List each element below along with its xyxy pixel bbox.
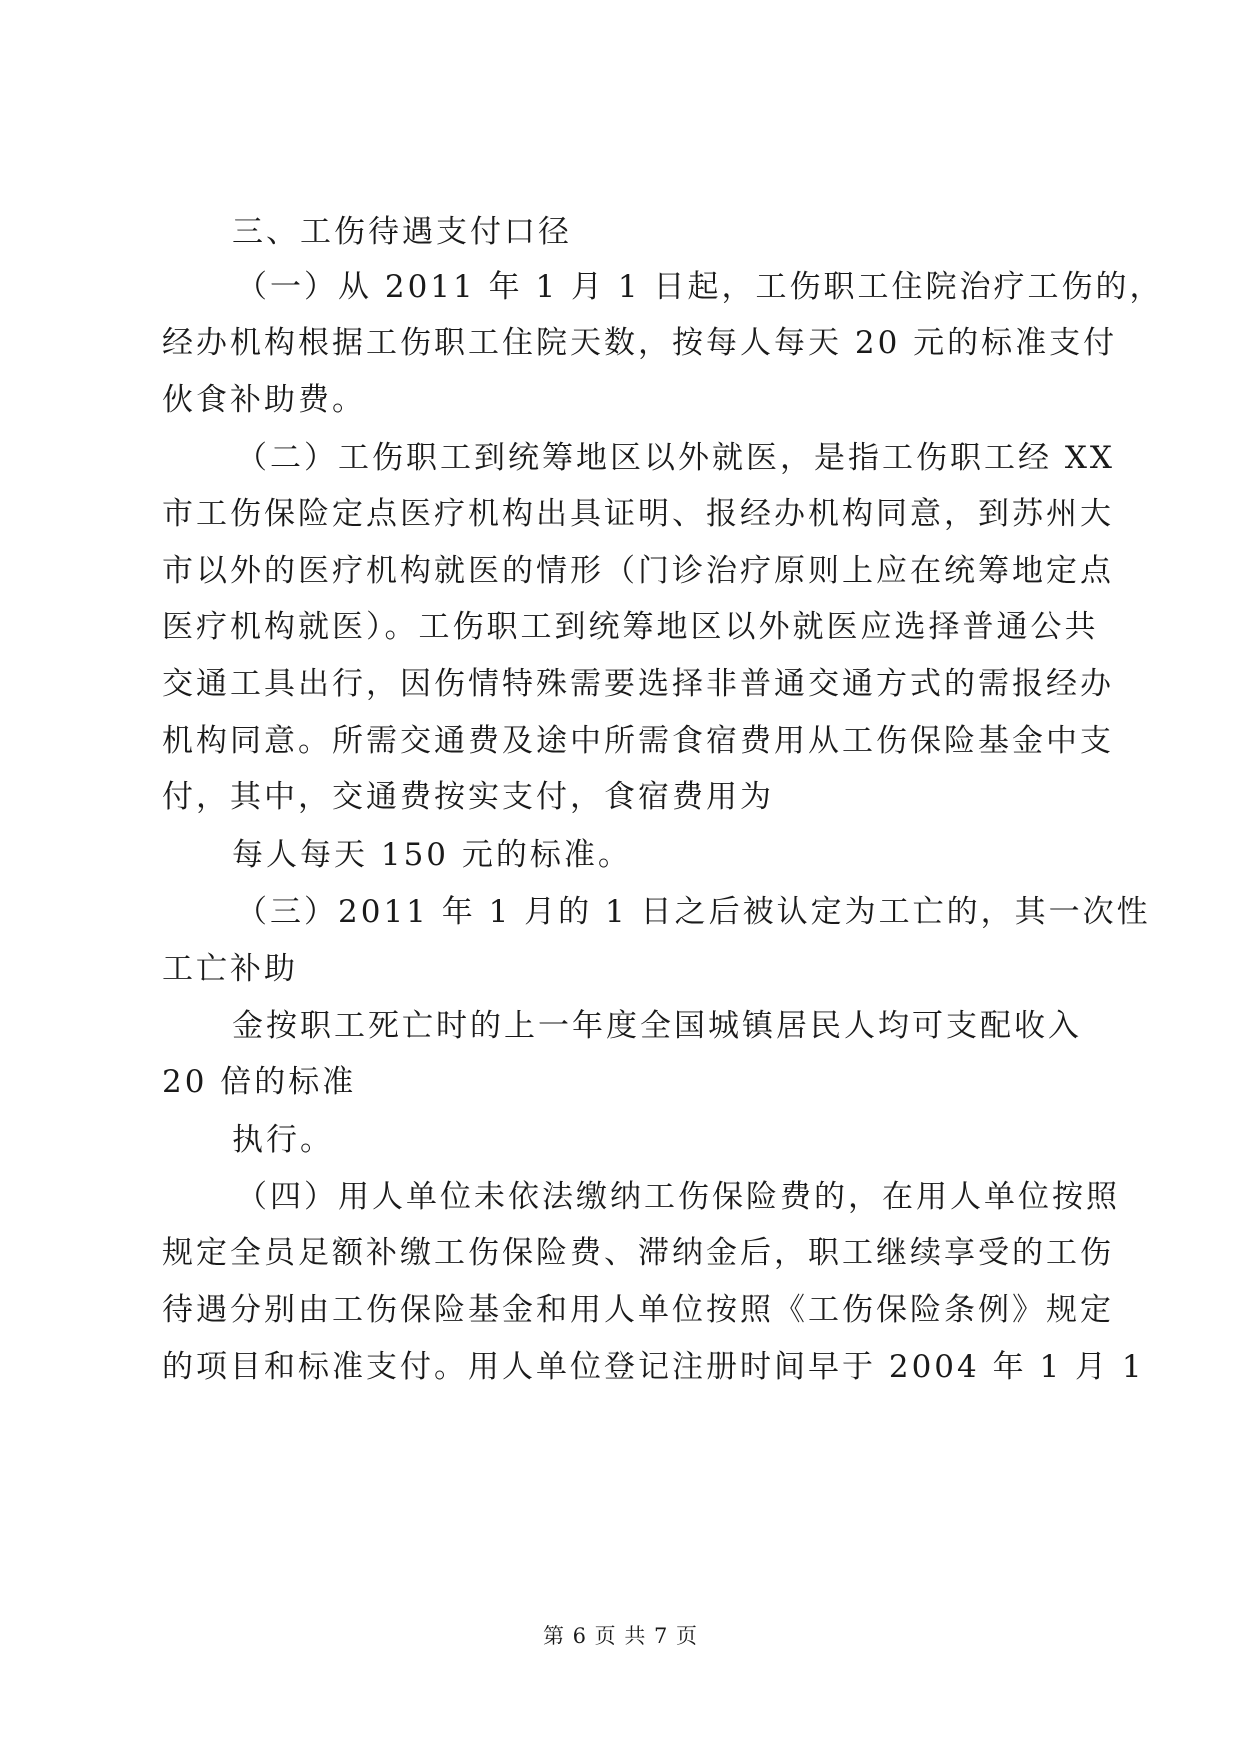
paragraph-line: 机构同意。所需交通费及途中所需食宿费用从工伤保险基金中支 (162, 723, 1114, 759)
paragraph-line: 每人每天 150 元的标准。 (232, 837, 632, 873)
paragraph-line: 医疗机构就医）。工伤职工到统筹地区以外就医应选择普通公共 (162, 609, 1099, 645)
paragraph-line: 交通工具出行，因伤情特殊需要选择非普通交通方式的需报经办 (162, 666, 1114, 702)
paragraph-line: （四）用人单位未依法缴纳工伤保险费的，在用人单位按照 (236, 1179, 1120, 1215)
paragraph-line: 市工伤保险定点医疗机构出具证明、报经办机构同意，到苏州大 (162, 496, 1114, 532)
paragraph-line: 经办机构根据工伤职工住院天数，按每人每天 20 元的标准支付 (162, 325, 1118, 361)
paragraph-line: 执行。 (232, 1122, 334, 1158)
paragraph-line: 金按职工死亡时的上一年度全国城镇居民人均可支配收入 (232, 1008, 1082, 1044)
paragraph-line: 伙食补助费。 (162, 382, 366, 418)
paragraph-line: （二）工伤职工到统筹地区以外就医，是指工伤职工经 XX (236, 440, 1115, 476)
paragraph-line: 付，其中，交通费按实支付，食宿费用为 (162, 779, 774, 815)
paragraph-line: 待遇分别由工伤保险基金和用人单位按照《工伤保险条例》规定 (162, 1292, 1114, 1328)
paragraph-line: 市以外的医疗机构就医的情形（门诊治疗原则上应在统筹地定点 (162, 553, 1114, 589)
paragraph-line: 的项目和标准支付。用人单位登记注册时间早于 2004 年 1 月 1 (162, 1349, 1145, 1385)
section-heading: 三、工伤待遇支付口径 (232, 214, 572, 250)
paragraph-line: 规定全员足额补缴工伤保险费、滞纳金后，职工继续享受的工伤 (162, 1235, 1114, 1271)
paragraph-line: （一）从 2011 年 1 月 1 日起，工伤职工住院治疗工伤的， (236, 269, 1164, 305)
paragraph-line: 工亡补助 (162, 951, 298, 987)
paragraph-line: 20 倍的标准 (162, 1064, 357, 1100)
paragraph-line: （三）2011 年 1 月的 1 日之后被认定为工亡的，其一次性 (236, 894, 1151, 930)
page-footer: 第 6 页 共 7 页 (542, 1624, 699, 1648)
